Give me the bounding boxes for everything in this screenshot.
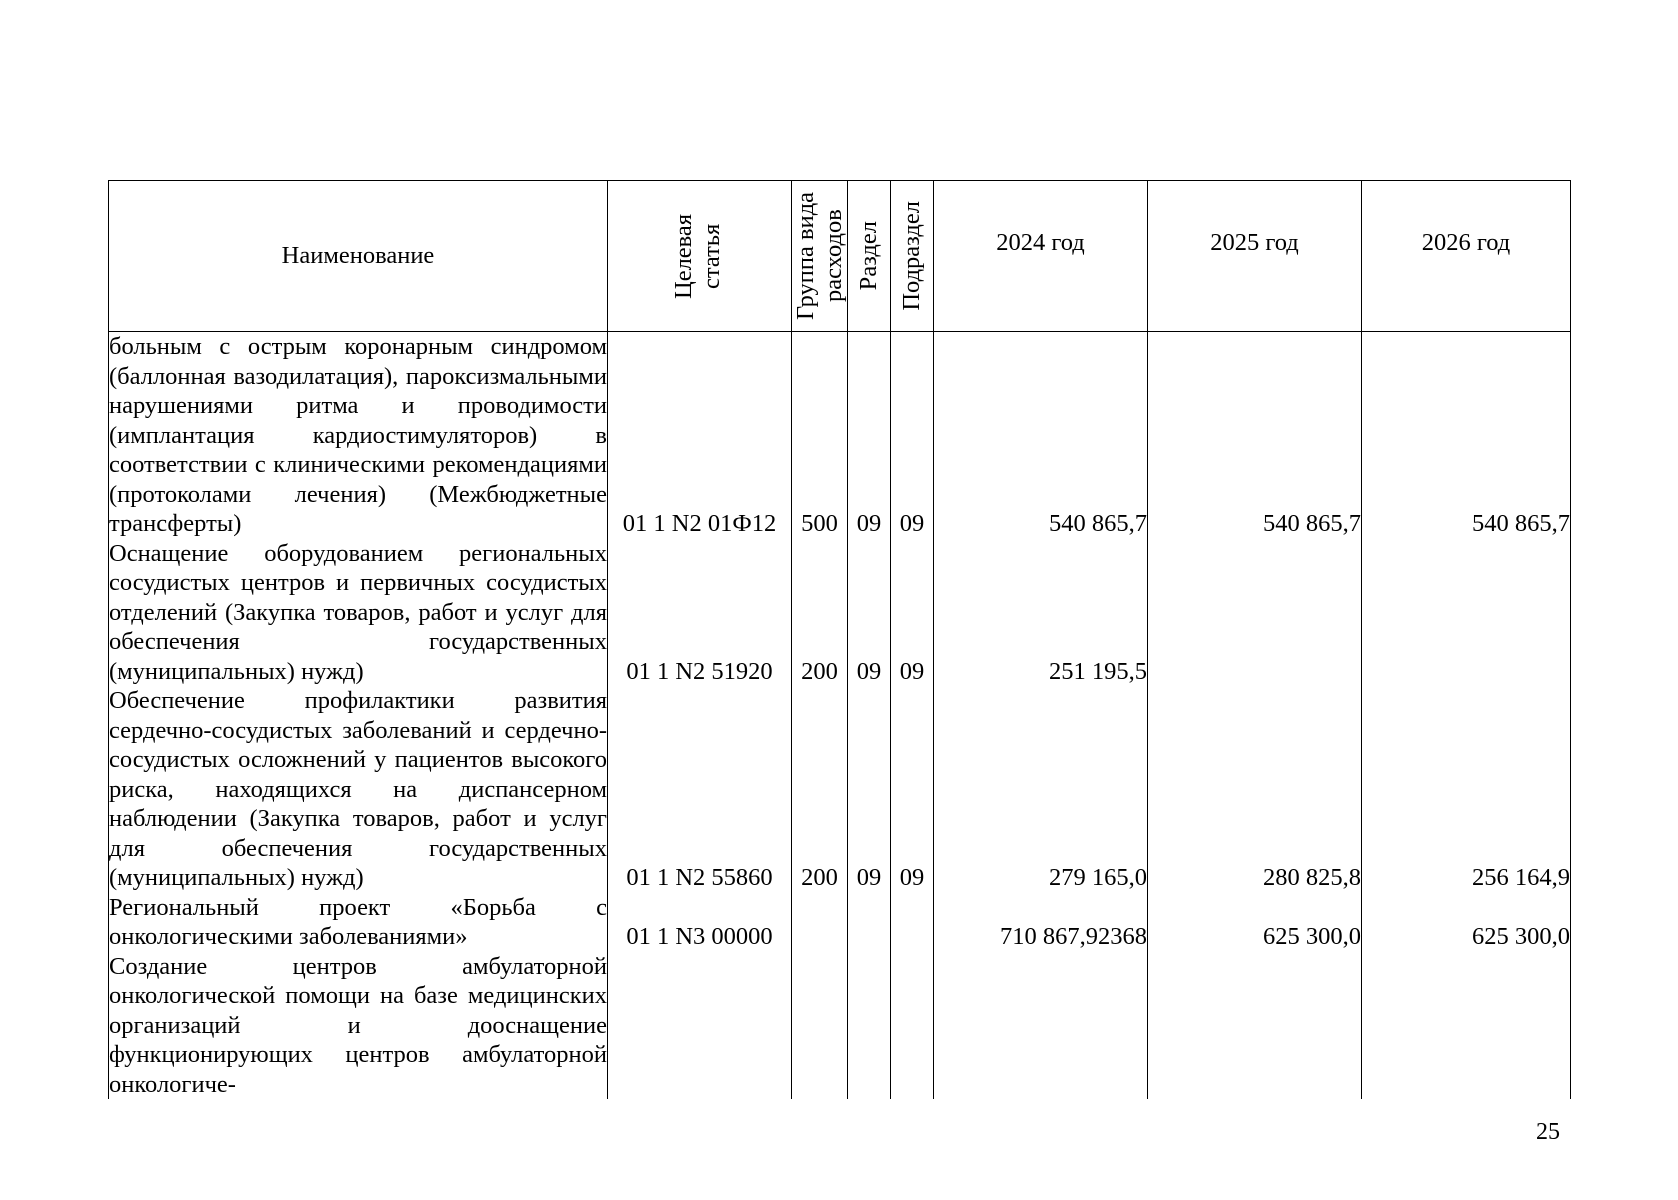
row-target-item: 01 1 N2 55860 bbox=[608, 686, 792, 893]
row-section: 09 bbox=[848, 332, 891, 539]
row-2024 bbox=[934, 952, 1148, 1100]
row-expense-group: 200 bbox=[792, 686, 848, 893]
row-section bbox=[848, 952, 891, 1100]
header-row bbox=[109, 181, 1571, 332]
row-subsection: 09 bbox=[891, 332, 934, 539]
page-number: 25 bbox=[1536, 1119, 1560, 1145]
row-subsection bbox=[891, 893, 934, 952]
row-name: Создание центров амбулаторной онкологической помощи на базе медицинских организаций и дооснащение функционирующих центров амбулаторной онкологиче- bbox=[109, 952, 607, 1098]
row-2024: 279 165,0 bbox=[934, 686, 1148, 893]
row-2026: 540 865,7 bbox=[1362, 332, 1571, 539]
row-2024: 251 195,5 bbox=[934, 539, 1148, 687]
row-target-item bbox=[608, 952, 792, 1100]
row-expense-group bbox=[792, 952, 848, 1100]
row-2026: 625 300,0 bbox=[1362, 893, 1571, 952]
row-expense-group: 500 bbox=[792, 332, 848, 539]
row-section bbox=[848, 893, 891, 952]
budget-table bbox=[108, 180, 1571, 1099]
row-2026: 256 164,9 bbox=[1362, 686, 1571, 893]
row-name: больным с острым коронарным синдромом (баллонная вазодилатация), пароксизмальными нарушениями ритма и проводимости (имплантация кардиостимуляторов) в соответствии с клиническими рекомендациями (протоколами лечения) (Межбюджетные трансферты) bbox=[109, 333, 607, 537]
header-subsection: Подраздел bbox=[891, 181, 934, 332]
table-row bbox=[109, 952, 1571, 1100]
row-2025: 280 825,8 bbox=[1148, 686, 1362, 893]
row-section: 09 bbox=[848, 539, 891, 687]
table-row bbox=[109, 893, 1571, 952]
row-expense-group bbox=[792, 893, 848, 952]
row-2025: 625 300,0 bbox=[1148, 893, 1362, 952]
header-expense-group: Группа вида расходов bbox=[792, 181, 848, 332]
row-2024: 710 867,92368 bbox=[934, 893, 1148, 952]
row-2024: 540 865,7 bbox=[934, 332, 1148, 539]
row-name: Региональный проект «Борьба с онкологическими заболеваниями» bbox=[109, 893, 607, 950]
row-target-item: 01 1 N2 51920 bbox=[608, 539, 792, 687]
row-2026 bbox=[1362, 952, 1571, 1100]
row-expense-group: 200 bbox=[792, 539, 848, 687]
row-2025: 540 865,7 bbox=[1148, 332, 1362, 539]
row-name: Обеспечение профилактики развития сердечно-сосудистых заболеваний и сердечно-сосудистых осложнений у пациентов высокого риска, находящихся на диспансерном наблюдении (Закупка товаров, работ и услуг для обеспечения государственных (муниципальных) нужд) bbox=[109, 687, 607, 891]
table-row bbox=[109, 332, 1571, 539]
header-2026: 2026 год bbox=[1362, 181, 1571, 332]
header-target-item: Целевая статья bbox=[608, 181, 792, 332]
header-section: Раздел bbox=[848, 181, 891, 332]
row-2025 bbox=[1148, 952, 1362, 1100]
header-name: Наименование bbox=[109, 181, 608, 332]
row-subsection bbox=[891, 952, 934, 1100]
header-2025: 2025 год bbox=[1148, 181, 1362, 332]
row-2025 bbox=[1148, 539, 1362, 687]
header-2024: 2024 год bbox=[934, 181, 1148, 332]
table-row bbox=[109, 539, 1571, 687]
row-name: Оснащение оборудованием региональных сосудистых центров и первичных сосудистых отделений (Закупка товаров, работ и услуг для обеспечения государственных (муниципальных) нужд) bbox=[109, 539, 607, 685]
row-section: 09 bbox=[848, 686, 891, 893]
table-row bbox=[109, 686, 1571, 893]
row-target-item: 01 1 N2 01Ф12 bbox=[608, 332, 792, 539]
row-2026 bbox=[1362, 539, 1571, 687]
row-subsection: 09 bbox=[891, 539, 934, 687]
row-target-item: 01 1 N3 00000 bbox=[608, 893, 792, 952]
row-subsection: 09 bbox=[891, 686, 934, 893]
